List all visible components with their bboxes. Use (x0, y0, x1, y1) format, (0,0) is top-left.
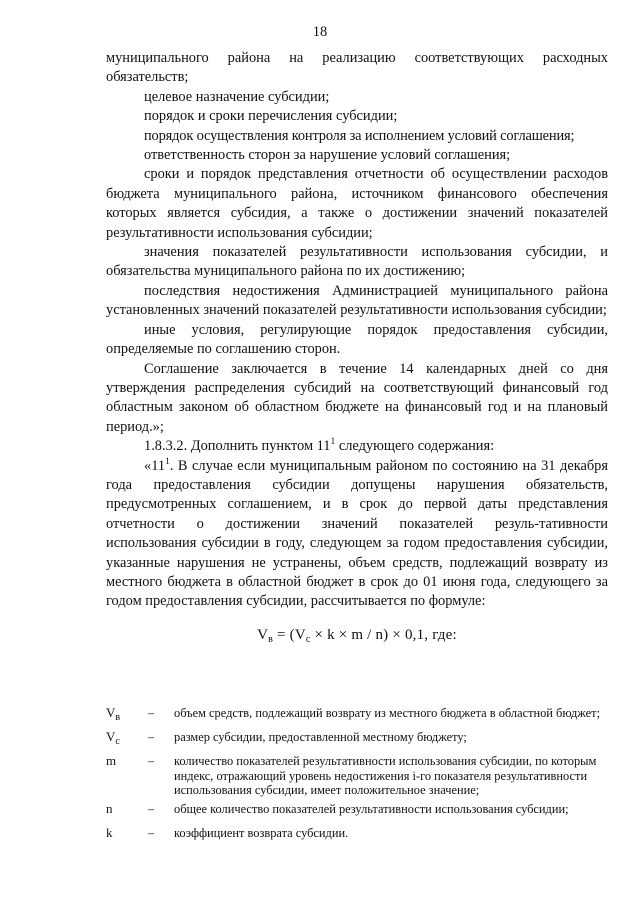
definition-row: $V_в$ – объем средств, подлежащий возврату из местного бюджета в областной бюджет; (106, 706, 612, 725)
clause-11-1: «$11^1$. В случае если муниципальным районом по состоянию на 31 декабря года предоставления субсидии допущены нарушения обязательств, предусмотренных соглашением, и в срок до первой даты представления отчетности о достижении значений показателей резуль-тативности использования субсидии в году, следующем за годом предоставления субсидии, указанные нарушения не устранены, объем средств, подлежащий возврату из местного бюджета в областной бюджет в срок до 01 июня года, следующего за годом предоставления субсидии, рассчитывается по формуле: (106, 456, 608, 610)
definition-symbol: $V_c$ (106, 729, 120, 748)
definition-row: k – коэффициент возврата субсидии. (106, 826, 612, 845)
definition-text: коэффициент возврата субсидии. (174, 826, 349, 841)
paragraph: ответственность сторон за нарушение условий соглашения; (144, 147, 511, 164)
definition-symbol: $V_в$ (106, 705, 121, 723)
paragraph: последствия недостижения Администрацией муниципального района установленных значений показателей результативности использования субсидии; (106, 282, 608, 319)
paragraph: Соглашение заключается в течение 14 календарных дней со дня утверждения распределения субсидий на соответствующий финансовый год областным законом об областном бюджете на финансовый год и на плановый период.»; (106, 360, 608, 435)
formula: $V_в = (V_c \times k \times m / n) \times 0,1$, где: (257, 626, 457, 645)
definition-row: $V_c$ – размер субсидии, предоставленной местному бюджету; (106, 730, 612, 749)
definition-text: количество показателей результативности использования субсидии, по которым индекс, отражающий уровень недостижения i-го показателя результативности использования субсидии, имеет положительное значение; (174, 754, 597, 797)
definition-symbol: m (106, 753, 117, 769)
amendment-heading: 1.8.3.2. Дополнить пунктом $11^1$ следующего содержания: (144, 437, 495, 455)
paragraph: целевое назначение субсидии; (144, 88, 330, 105)
paragraph: иные условия, регулирующие порядок предоставления субсидии, определяемые по соглашению сторон. (106, 321, 608, 358)
definition-text: размер субсидии, предоставленной местному бюджету; (174, 730, 467, 745)
paragraph: сроки и порядок представления отчетности об осуществлении расходов бюджета муниципального района, источником финансового обеспечения которых является субсидия, а также о достижении значений показателей результативности использования субсидии; (106, 166, 608, 241)
paragraph: муниципального района на реализацию соответствующих расходных обязательств; (106, 50, 608, 86)
page-number: 18 (312, 24, 328, 40)
paragraph: порядок и сроки перечисления субсидии; (144, 108, 398, 125)
paragraph: порядок осуществления контроля за исполнением условий соглашения; (144, 127, 575, 144)
document-body (106, 49, 608, 659)
paragraph: значения показателей результативности использования субсидии, и обязательства муниципального района по их достижению; (106, 244, 608, 280)
definition-row: m – количество показателей результативности использования субсидии, по которым индекс, отражающий уровень недостижения i-го показателя результативности использования субсидии, имеет положительное значение; (106, 754, 612, 797)
definition-text: общее количество показателей результативности использования субсидии; (174, 802, 569, 817)
definition-text: объем средств, подлежащий возврату из местного бюджета в областной бюджет; (174, 706, 601, 720)
definition-row: n – общее количество показателей результативности использования субсидии; (106, 802, 612, 821)
definition-symbol: n (106, 801, 113, 817)
formula-definitions (106, 706, 612, 850)
definition-symbol: k (106, 825, 113, 841)
